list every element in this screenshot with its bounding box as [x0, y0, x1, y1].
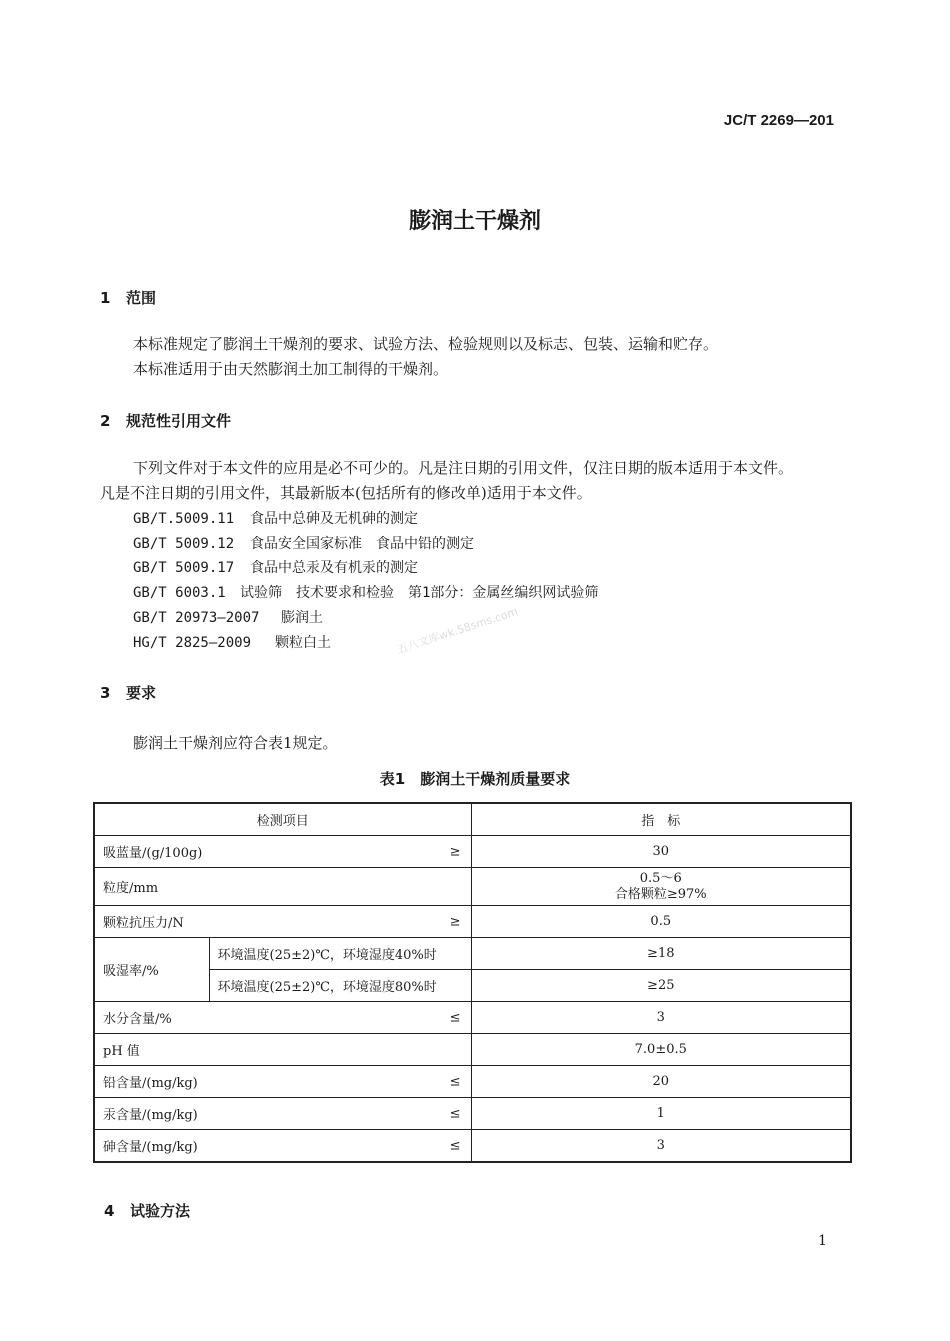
- row-value: 30: [471, 836, 851, 868]
- ref-code: GB/T 20973—2007: [133, 610, 260, 626]
- ref-item: [133, 533, 474, 553]
- scope-paragraph-2: 本标准适用于由天然膨润土加工制得的干燥剂。: [133, 360, 449, 378]
- row-value: 20: [471, 1066, 851, 1098]
- ref-title: 食品安全国家标准 食品中铅的测定: [250, 536, 474, 552]
- row-item: [94, 906, 471, 938]
- row-condition: 环境温度(25±2)℃，环境湿度80%时: [209, 970, 471, 1002]
- table-row: [94, 1034, 851, 1066]
- table-row: [94, 836, 851, 868]
- ref-code: GB/T 5009.12: [133, 536, 235, 552]
- requirements-intro: 膨润土干燥剂应符合表1规定。: [133, 734, 338, 752]
- scope-paragraph-1: 本标准规定了膨润土干燥剂的要求、试验方法、检验规则以及标志、包装、运输和贮存。: [133, 335, 719, 353]
- table-header-row: [94, 803, 851, 836]
- row-item: [94, 868, 471, 906]
- value-line-1: 0.5～6: [639, 870, 682, 886]
- row-item: [94, 1098, 471, 1130]
- section-number: 2: [100, 412, 111, 430]
- operator: ≥: [449, 914, 461, 929]
- table-row: [94, 1130, 851, 1163]
- row-item: [94, 836, 471, 868]
- table-caption: 表1 膨润土干燥剂质量要求: [379, 770, 571, 788]
- table-row: [94, 938, 851, 970]
- ref-code: GB/T.5009.11: [133, 511, 235, 527]
- row-value: ≥18: [471, 938, 851, 970]
- watermark: 五八文库wk.58sms.com: [395, 604, 520, 657]
- ref-item: [133, 557, 418, 577]
- ref-code: GB/T 5009.17: [133, 560, 235, 576]
- operator: ≤: [449, 1106, 461, 1121]
- operator: ≤: [449, 1010, 461, 1025]
- table-row: [94, 1002, 851, 1034]
- section-number: 4: [104, 1202, 115, 1220]
- ref-item: [133, 632, 331, 652]
- row-value: ≥25: [471, 970, 851, 1002]
- row-condition: 环境温度(25±2)℃，环境湿度40%时: [209, 938, 471, 970]
- table-row: [94, 906, 851, 938]
- ref-title: 试验筛 技术要求和检验 第1部分：金属丝编织网试验筛: [240, 585, 599, 601]
- section-2-heading: [100, 410, 231, 431]
- operator: ≤: [449, 1138, 461, 1153]
- table-row: [94, 1066, 851, 1098]
- item-label: 粒度/mm: [103, 881, 159, 896]
- section-number: 3: [100, 684, 111, 702]
- refs-intro-1: 下列文件对于本文件的应用是必不可少的。凡是注日期的引用文件，仅注日期的版本适用于本文件。: [133, 459, 794, 477]
- ref-title: 食品中总砷及无机砷的测定: [250, 511, 418, 527]
- item-label: 颗粒抗压力/N: [103, 916, 184, 931]
- refs-intro-2: 凡是不注日期的引用文件，其最新版本(包括所有的修改单)适用于本文件。: [100, 484, 592, 502]
- section-3-heading: [100, 682, 156, 703]
- header-value: 指 标: [471, 803, 851, 836]
- section-4-heading: [104, 1200, 190, 1221]
- row-value: 0.5: [471, 906, 851, 938]
- page-number: 1: [818, 1233, 827, 1249]
- ref-title: 食品中总汞及有机汞的测定: [250, 560, 418, 576]
- value-line-2: 合格颗粒≥97%: [614, 886, 707, 902]
- row-item: [94, 1034, 471, 1066]
- row-item: [94, 1066, 471, 1098]
- ref-item: [133, 582, 598, 602]
- section-title: 试验方法: [130, 1202, 191, 1220]
- row-value: 1: [471, 1098, 851, 1130]
- item-label: 水分含量/%: [103, 1012, 172, 1027]
- requirements-table: [93, 802, 852, 1163]
- section-1-heading: [100, 287, 156, 308]
- section-title: 范围: [126, 289, 157, 307]
- ref-code: HG/T 2825—2009: [133, 635, 252, 651]
- operator: ≥: [449, 844, 461, 859]
- section-title: 规范性引用文件: [126, 412, 232, 430]
- ref-code: GB/T 6003.1: [133, 585, 226, 601]
- ref-item: [133, 607, 323, 627]
- row-value: 3: [471, 1002, 851, 1034]
- row-item: [94, 1130, 471, 1163]
- operator: ≤: [449, 1074, 461, 1089]
- document-id: JC/T 2269—201: [723, 112, 834, 129]
- item-label: pH 值: [103, 1044, 140, 1059]
- item-label: 铅含量/(mg/kg): [103, 1076, 198, 1091]
- item-label: 汞含量/(mg/kg): [103, 1108, 198, 1123]
- page-title: 膨润土干燥剂: [408, 209, 541, 234]
- row-value: [471, 868, 851, 906]
- table-row: [94, 1098, 851, 1130]
- item-label: 砷含量/(mg/kg): [103, 1140, 198, 1155]
- row-value: 3: [471, 1130, 851, 1163]
- section-title: 要求: [126, 684, 157, 702]
- ref-item: [133, 508, 418, 528]
- item-label: 吸蓝量/(g/100g): [103, 846, 203, 861]
- table-row: [94, 868, 851, 906]
- row-item: 吸湿率/%: [94, 938, 209, 1002]
- section-number: 1: [100, 289, 111, 307]
- ref-title: 颗粒白土: [275, 635, 331, 651]
- ref-title: 膨润土: [281, 610, 323, 626]
- row-item: [94, 1002, 471, 1034]
- header-item: 检测项目: [94, 803, 471, 836]
- row-value: 7.0±0.5: [471, 1034, 851, 1066]
